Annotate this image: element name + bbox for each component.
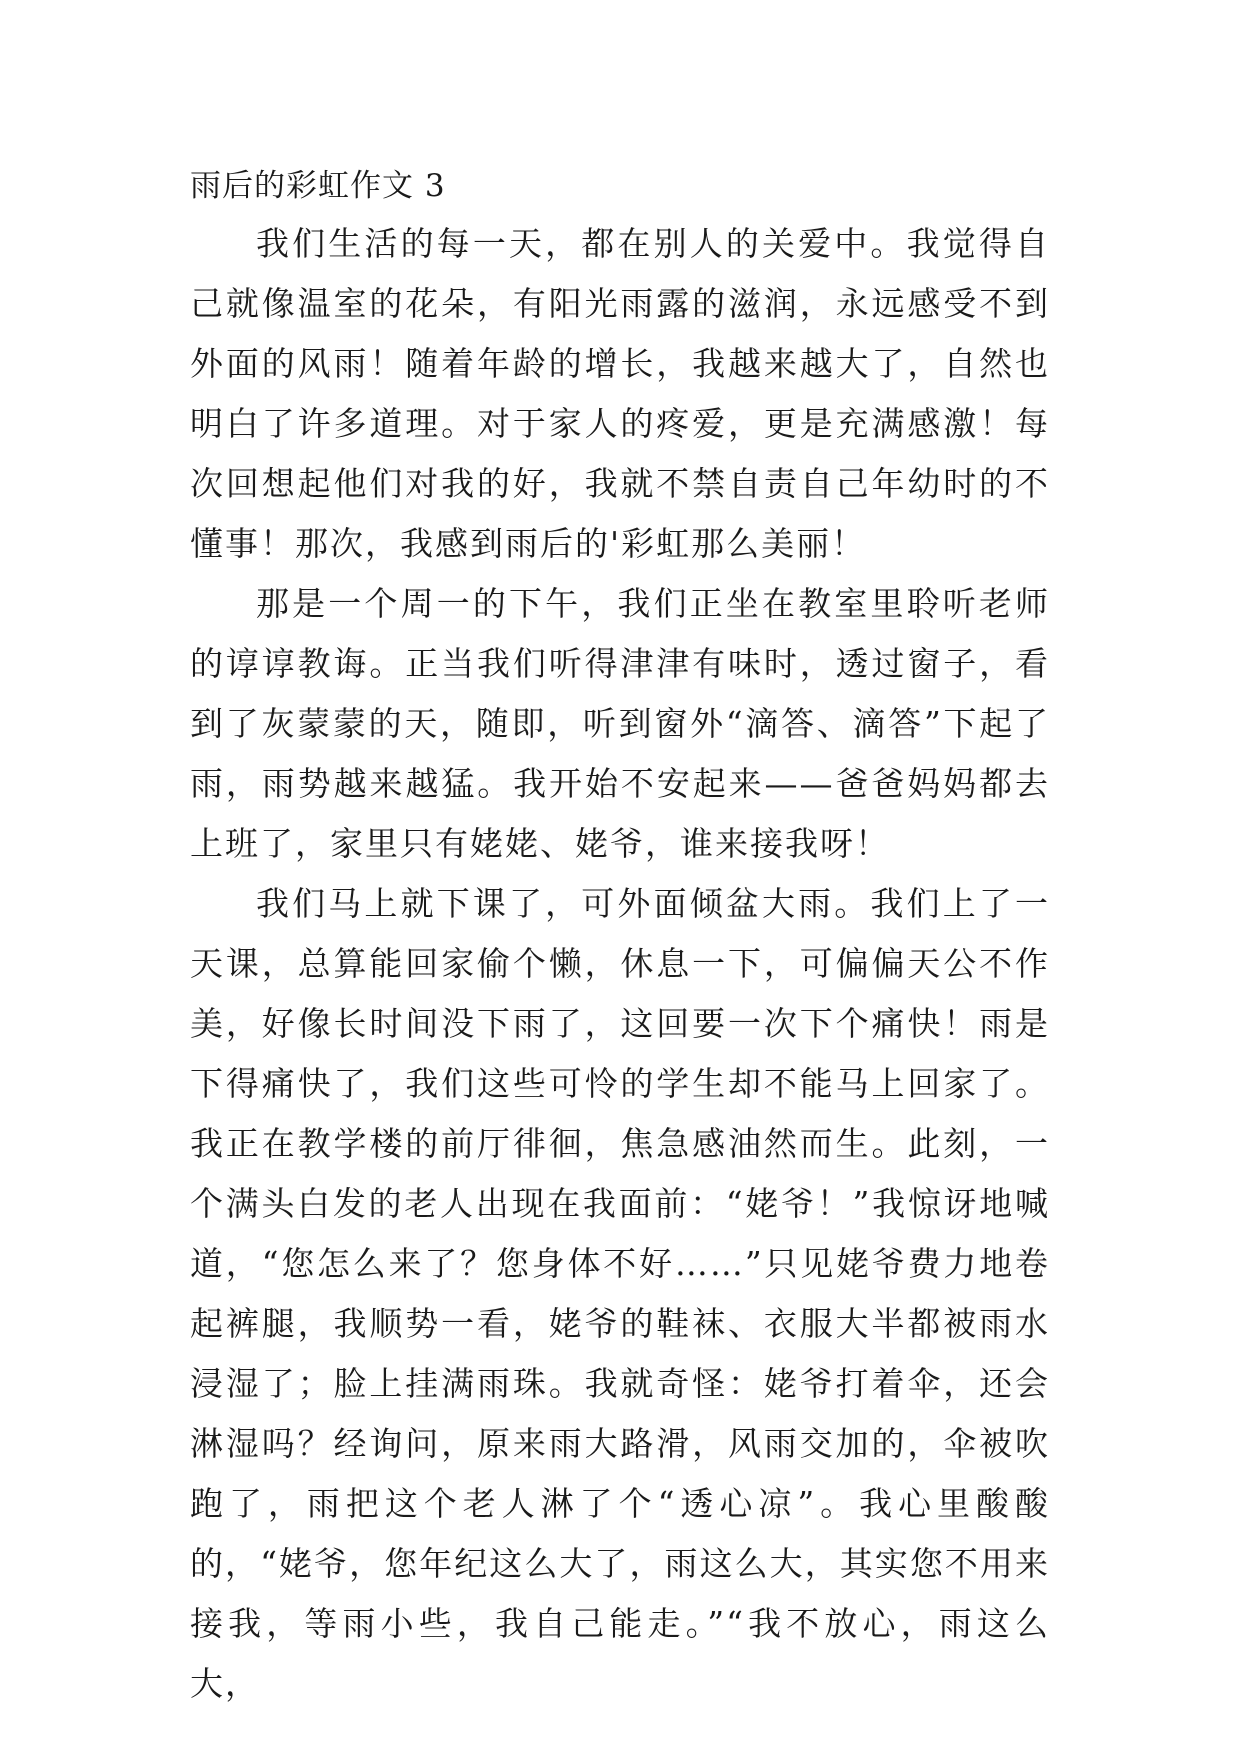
paragraph-1: 我们生活的每一天，都在别人的关爱中。我觉得自己就像温室的花朵，有阳光雨露的滋润，永远感受不到外面的风雨！随着年龄的增长，我越来越大了，自然也明白了许多道理。对于家人的疼爱，更是充满感激！每次回想起他们对我的好，我就不禁自责自己年幼时的不懂事！那次，我感到雨后的'彩虹那么美丽！	[190, 224, 1050, 563]
document-title: 雨后的彩虹作文 3	[190, 168, 446, 204]
document-page	[190, 158, 1050, 1714]
paragraph-3: 我们马上就下课了，可外面倾盆大雨。我们上了一天课，总算能回家偷个懒，休息一下，可偏偏天公不作美，好像长时间没下雨了，这回要一次下个痛快！雨是下得痛快了，我们这些可怜的学生却不能马上回家了。我正在教学楼的前厅徘徊，焦急感油然而生。此刻，一个满头白发的老人出现在我面前：“姥爷！”我惊讶地喊道，“您怎么来了？您身体不好……”只见姥爷费力地卷起裤腿，我顺势一看，姥爷的鞋袜、衣服大半都被雨水浸湿了；脸上挂满雨珠。我就奇怪：姥爷打着伞，还会淋湿吗？经询问，原来雨大路滑，风雨交加的，伞被吹跑了，雨把这个老人淋了个“透心凉”。我心里酸酸的，“姥爷，您年纪这么大了，雨这么大，其实您不用来接我，等雨小些，我自己能走。”“我不放心，雨这么大，	[190, 884, 1050, 1703]
paragraph-2: 那是一个周一的下午，我们正坐在教室里聆听老师的谆谆教诲。正当我们听得津津有味时，透过窗子，看到了灰蒙蒙的天，随即，听到窗外“滴答、滴答”下起了雨，雨势越来越猛。我开始不安起来——爸爸妈妈都去上班了，家里只有姥姥、姥爷，谁来接我呀！	[190, 584, 1050, 863]
